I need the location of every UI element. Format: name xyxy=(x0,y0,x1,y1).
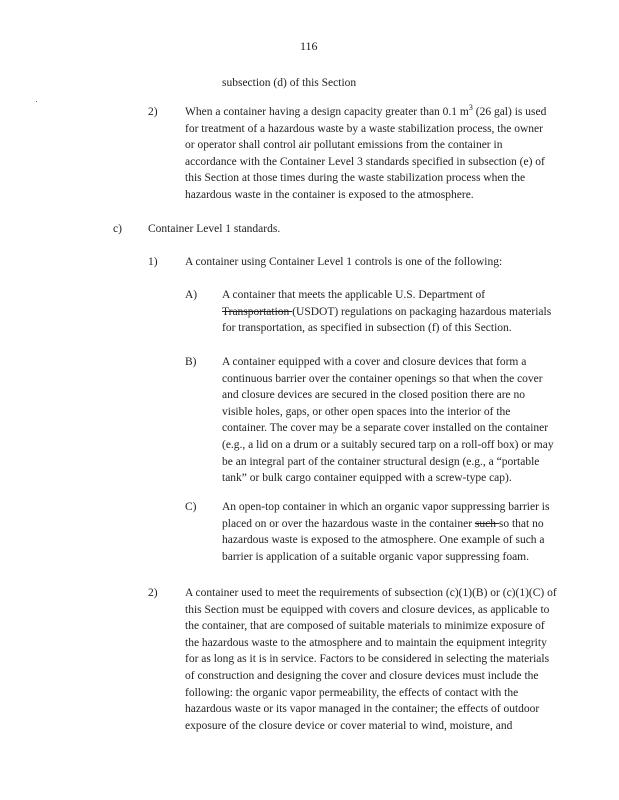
c1c-text: An open-top container in which an organic vapor suppressing barrier is placed on or over the hazardous waste in the container such so that no hazardous waste is exposed to the atmosphere. One example of such a barrier is application of a suitable organic vapor suppressing foam. xyxy=(222,501,550,563)
c1c-label: C) xyxy=(185,501,197,513)
c1a-label: A) xyxy=(185,289,198,301)
item-2-text: When a container having a design capacity greater than 0.1 $m^3$ (26 gal) is used for treatment of a hazardous waste by a waste stabilization process, the owner or operator shall control air pollutant emissions from the container in accordance with the Container Level 3 standards specified in subsection (e) of this Section at those times during the waste stabilization process when the hazardous waste in the container is exposed to the atmosphere. xyxy=(185,103,547,201)
scan-speck xyxy=(36,101,37,102)
intro-continuation: subsection (d) of this Section xyxy=(222,77,357,89)
c1b-text: A container equipped with a cover and closure devices that form a continuous barrier over the container openings so that when the cover and closure devices are secured in the closed position there are no visible holes, gaps, or other open spaces into the interior of the container. The cover may be a separate cover installed on the container (e.g., a lid on a drum or a suitably secured tarp on a roll-off box) or may be an integral part of the container structural design (e.g., a “portable tank” or bulk cargo container equipped with a screw-type cap). xyxy=(222,356,554,485)
section-c-label: c) xyxy=(113,223,122,235)
page-number: 116 xyxy=(300,39,318,53)
c2-text: A container used to meet the requirements of subsection (c)(1)(B) or (c)(1)(C) of this Section must be equipped with covers and closure devices, as applicable to the container, that are composed of suitable materials to minimize exposure of the hazardous waste to the atmosphere and to maintain the equipment integrity for as long as it is in service. Factors to be considered in selecting the materials of construction and designing the cover and closure devices must include the following: the organic vapor permeability, the effects of contact with the hazardous waste or its vapor managed in the container; the effects of outdoor exposure of the closure device or cover material to wind, moisture, and xyxy=(185,587,557,732)
c1b-label: B) xyxy=(185,356,197,368)
item-2-label: 2) xyxy=(148,106,158,118)
c1-text: A container using Container Level 1 controls is one of the following: xyxy=(185,256,503,268)
c1a-text: A container that meets the applicable U.S. Department of Transportation (USDOT) regulations on packaging hazardous materials for transportation, as specified in subsection (f) of this Section. xyxy=(222,289,552,335)
section-c-title: Container Level 1 standards. xyxy=(148,223,281,235)
c1-label: 1) xyxy=(148,256,158,268)
c2-label: 2) xyxy=(148,587,158,599)
